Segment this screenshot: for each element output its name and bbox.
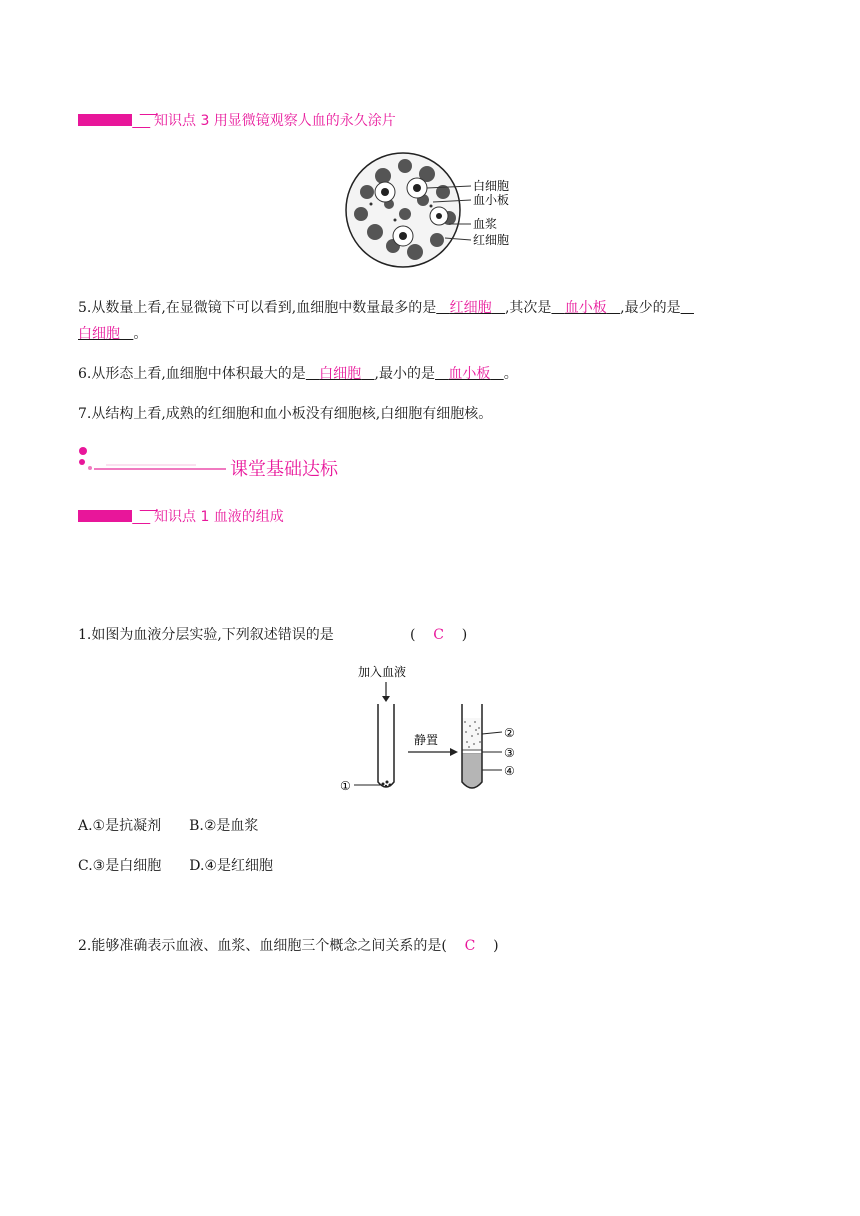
label-platelet: 血小板 bbox=[473, 193, 510, 207]
question-5-line-1: 5.从数量上看,在显微镜下可以看到,血细胞中数量最多的是 红细胞 ,其次是 血小板 ,最少的是 bbox=[78, 300, 681, 316]
option-c: C.③是白细胞 bbox=[78, 858, 162, 874]
marker-3: ③ bbox=[504, 746, 515, 760]
question-6: 6.从形态上看,血细胞中体积最大的是 白细胞 ,最小的是 血小板 。 bbox=[78, 366, 518, 382]
knowledge-point-3-header bbox=[78, 110, 396, 130]
option-b: B.②是血浆 bbox=[189, 818, 259, 834]
label-plasma: 血浆 bbox=[473, 217, 498, 231]
blood-smear-figure bbox=[345, 152, 525, 272]
answer-smallest: 血小板 bbox=[448, 366, 491, 382]
section-decoration bbox=[76, 446, 236, 476]
marker-2: ② bbox=[504, 726, 515, 740]
marker-4: ④ bbox=[504, 764, 515, 778]
question-1-answer-bracket: ( C ) bbox=[410, 627, 468, 643]
option-a: A.①是抗凝剂 bbox=[78, 818, 162, 834]
answer-red-cell: 红细胞 bbox=[449, 300, 492, 316]
section-marker-bar bbox=[78, 510, 132, 522]
question-5-line-2: 白细胞 。 bbox=[78, 326, 148, 342]
question-2: 2.能够准确表示血液、血浆、血细胞三个概念之间关系的是( C ) bbox=[78, 938, 499, 954]
knowledge-point-title: 知识点 1 血液的组成 bbox=[154, 509, 284, 525]
label-red-cell: 红细胞 bbox=[473, 233, 510, 247]
section-marker-bar bbox=[78, 114, 132, 126]
question-1-options-row-2 bbox=[78, 856, 273, 876]
knowledge-point-title: 知识点 3 用显微镜观察人血的永久涂片 bbox=[154, 113, 396, 129]
question-1-stem: 1.如图为血液分层实验,下列叙述错误的是 bbox=[78, 627, 334, 643]
answer-platelet: 血小板 bbox=[564, 300, 607, 316]
marker-1: ① bbox=[340, 779, 351, 793]
answer-white-cell: 白细胞 bbox=[78, 326, 120, 342]
question-2-answer: C bbox=[464, 938, 476, 954]
option-d: D.④是红细胞 bbox=[189, 858, 273, 874]
section-title: 课堂基础达标 bbox=[230, 459, 338, 480]
still-label: 静置 bbox=[414, 733, 439, 747]
question-7: 7.从结构上看,成熟的红细胞和血小板没有细胞核,白细胞有细胞核。 bbox=[78, 406, 493, 422]
knowledge-point-1-header bbox=[78, 506, 284, 526]
blood-layering-figure bbox=[336, 660, 536, 800]
question-1-options-row-1 bbox=[78, 816, 258, 836]
question-1-answer: C bbox=[433, 627, 444, 643]
answer-largest: 白细胞 bbox=[319, 366, 362, 382]
label-white-cell: 白细胞 bbox=[473, 179, 510, 193]
add-blood-label: 加入血液 bbox=[358, 665, 407, 679]
